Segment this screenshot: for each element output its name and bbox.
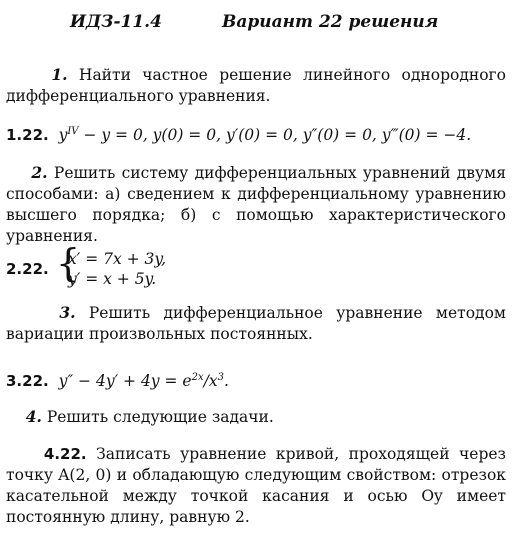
problem-3-22-equation: $y'' - 4y' + 4y = e^{2x}/x^3$. xyxy=(58,372,229,391)
problem-2-22-number: 2.22. xyxy=(6,260,49,278)
document-header xyxy=(0,12,512,38)
task1-text: Найти частное решение линейного однородного дифференциального уравнения. xyxy=(6,66,506,105)
system-brace: { xyxy=(56,241,81,285)
variant-title: Вариант 22 решения xyxy=(222,12,439,32)
problem-4-22 xyxy=(6,444,506,528)
task2-text: Решить систему дифференциальных уравнений двумя способами: а) сведением к дифференциальному уравнению высшего порядка; б) с помощью характеристического уравнения. xyxy=(6,164,506,245)
problem-3-22-number: 3.22. xyxy=(6,372,49,391)
task4-text: Решить следующие задачи. xyxy=(41,408,274,426)
problem-1-22 xyxy=(6,121,506,146)
problem-4-22-number: 4.22. xyxy=(43,445,87,463)
task3-text: Решить дифференциальное уравнение методом вариации произвольных постоянных. xyxy=(6,304,506,343)
task4-statement xyxy=(6,406,506,428)
problem-3-22 xyxy=(6,367,506,392)
task3-statement xyxy=(6,302,506,345)
task2-statement xyxy=(6,162,506,247)
task4-number: 4. xyxy=(25,407,42,426)
problem-4-22-text: Записать уравнение кривой, проходящей через точку A(2, 0) и обладающую следующим свойством: отрезок касательной между точкой касания и осью Oy имеет постоянную длину, равную 2. xyxy=(6,445,506,526)
task1-statement xyxy=(6,64,506,107)
problem-1-22-number: 1.22. xyxy=(6,126,49,145)
assignment-code: ИДЗ-11.4 xyxy=(70,12,162,32)
system-equation-1: x′ = 7x + 3y, xyxy=(68,250,167,268)
task2-number: 2. xyxy=(31,163,48,182)
system-equation-2: y′ = x + 5y. xyxy=(68,270,157,288)
problem-1-22-equation: $y^{IV} - y = 0$, y(0) = 0, y′(0) = 0, y″(0) = 0, y‴(0) = −4. xyxy=(58,126,472,145)
task1-number: 1. xyxy=(51,65,68,84)
task3-number: 3. xyxy=(59,303,76,322)
